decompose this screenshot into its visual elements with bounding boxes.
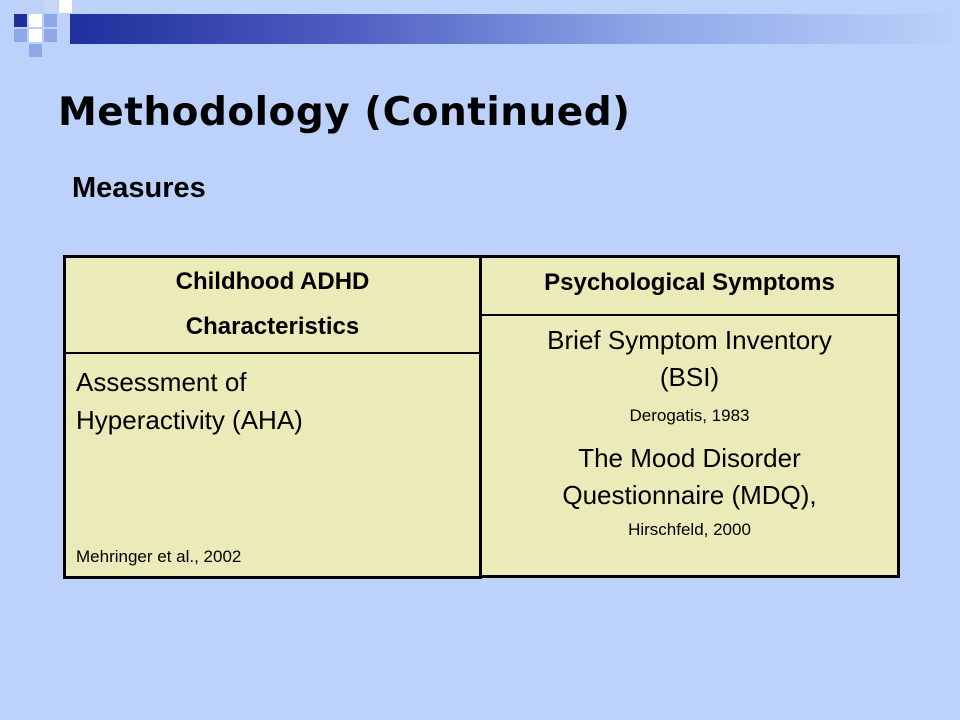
- aha-measure-line1: Assessment of: [76, 367, 247, 397]
- mdq-measure-line2: Questionnaire (MDQ),: [562, 480, 817, 510]
- adhd-header-line1: Childhood ADHD: [175, 268, 370, 295]
- bsi-measure-line2: (BSI): [659, 362, 720, 392]
- decorative-square: [29, 14, 42, 27]
- aha-measure-line2: Hyperactivity (AHA): [76, 405, 303, 435]
- decorative-square: [14, 14, 27, 27]
- decorative-square: [14, 29, 27, 42]
- decorative-square: [59, 0, 72, 13]
- decorative-square: [44, 29, 57, 42]
- header-gradient-band: [70, 14, 960, 44]
- mdq-citation: Hirschfeld, 2000: [628, 520, 751, 539]
- decorative-square: [44, 0, 57, 13]
- psych-panel-header: Psychological Symptoms: [482, 258, 897, 316]
- slide-subtitle: Measures: [72, 172, 206, 204]
- aha-citation: Mehringer et al., 2002: [76, 547, 242, 566]
- mdq-measure-line1: The Mood Disorder: [578, 443, 801, 473]
- slide-title: Methodology (Continued): [58, 90, 631, 135]
- decorative-square: [44, 14, 57, 27]
- adhd-panel-header: [66, 258, 479, 354]
- adhd-header-line2: Characteristics: [185, 313, 360, 340]
- aha-measure: [76, 363, 466, 439]
- decorative-square: [29, 44, 42, 57]
- psych-symptoms-panel: [479, 255, 900, 578]
- adhd-measures-panel: [63, 255, 482, 579]
- bsi-citation: Derogatis, 1983: [629, 406, 750, 425]
- decorative-square: [29, 29, 42, 42]
- bsi-measure-line1: Brief Symptom Inventory: [547, 325, 832, 355]
